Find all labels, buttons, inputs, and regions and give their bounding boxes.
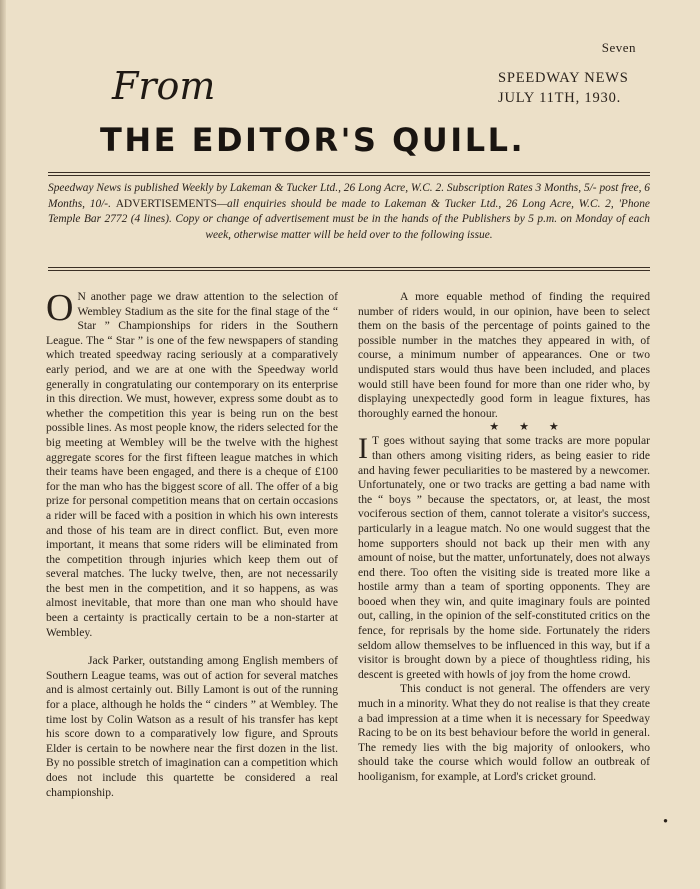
- article-paragraph: A more equable method of finding the required number of riders would, in our opinion, have been to select them on the basis of the percentage of points gained to the possible number in the matches they appeared in with, of course, a minimum number of appearances. One or two undisputed stars would thus have been included, and places would still have been found for more than one rider who, by displaying unexpectedly good form in league fixtures, has thoroughly earned the honour.: [358, 290, 650, 420]
- paragraph-text: N another page we draw attention to the selection of Wembley Stadium as the site for the final stage of the “ Star ” Championships for riders in the Southern League. The “ Star ” is one of the few newspapers of standing which treated speedway racing seriously at a comparatively early period, and we are at one with the Speedway world generally in congratulating our contemporary on its enterprise in this direction. We must, however, express some doubt as to whether the competition this year is being run on the best possible lines. As most people know, the riders selected for the big meeting at Wembley will be the twelve with the highest aggregate scores for the first fifteen league matches in which their teams have been engaged, and there is a cheque of £100 for the man who has the biggest score of all. The offer of a big prize for personal competition means that on certain occasions a rider will be faced with a position in which his own interests and those of his team are in direct conflict. But, even more important, it means that some riders will be eliminated from the competition through injuries which keep them out of several matches. The lucky twelve, then, are not necessarily the best men in the competition, and it so happens, as was almost inevitable, that more than one man who should have been a certainty is practically certain to be a non-starter at Wembley.: [46, 290, 338, 639]
- rule-top-2: [48, 175, 650, 176]
- paragraph-text: T goes without saying that some tracks are more popular than others among visiting riders, as being easier to ride and having fewer peculiarities to be mastered by a newcomer. Unfortunately, one or two tracks are getting a bad name with the “ boys ” because the spectators, or, at least, the most vociferous section of them, cannot tolerate a visitor's success, particularly in a league match. No one would suggest that the home supporters should not back up their men with any amount of noise, but the matter, unfortunately, does not always end there. Too often the visiting side is treated more like a hostile army than a team of sporting opponents. They are booed when they win, and quite imaginary fouls are pointed out, calling, in the opinion of the self-constituted critics on the fence, for reprisals by the home side. Fortunately the riders seldom allow themselves to be influenced in this way, but if a visitor is brought down by a piece of thoughtless riding, his descent is greeted with howls of joy from the home crowd.: [358, 434, 650, 681]
- publication-notice: [48, 181, 650, 243]
- notice-ads-label: ADVERTISEMENTS: [115, 197, 217, 210]
- margin-dot: ●: [663, 816, 668, 825]
- from-heading-script: From: [112, 64, 216, 108]
- article-paragraph: Jack Parker, outstanding among English members of Southern League teams, was out of action for several matches and is almost certainly out. Billy Lamont is out of the running for a place, although he holds the “ cinders ” at Wembley. The time lost by Colin Watson as a result of his transfer has kept his score down to a comparatively low figure, and Sprouts Elder is certain to be nowhere near the first dozen in the list. By no possible stretch of imagination can a competition which does not include this quartette be considered a real championship.: [46, 654, 338, 799]
- article-paragraph: This conduct is not general. The offenders are very much in a minority. What they do not realise is that they create a bad impression at a time when it is necessary for Speedway Racing to be on its best behaviour before the world in general. The remedy lies with the big majority of onlookers, who should take the course which would follow an outbreak of hooliganism, for example, at Lord's cricket ground.: [358, 682, 650, 783]
- left-column: [46, 287, 338, 800]
- page-binding-edge: [0, 0, 6, 889]
- rule-bottom-2: [48, 270, 650, 271]
- drop-cap: I: [358, 432, 368, 466]
- article-paragraph: [46, 287, 338, 640]
- publication-date: JULY 11TH, 1930.: [498, 90, 622, 106]
- drop-cap: O: [46, 287, 74, 329]
- page-number: Seven: [601, 40, 636, 55]
- right-column: [358, 290, 650, 785]
- publication-name: SPEEDWAY NEWS: [498, 70, 629, 86]
- notice-part-1: Speedway News is published Weekly by Lakeman & Tucker Ltd., 26 Long Acre, W.C. 2. Subscription Rates 3 Months, 5/- post free, 6 Months, 10/-.: [48, 182, 650, 210]
- rule-top-1: [48, 172, 650, 173]
- publication-block: [498, 68, 629, 108]
- section-divider-stars: ★★★: [489, 421, 579, 434]
- main-heading: THE EDITOR'S QUILL.: [100, 121, 526, 159]
- rule-bottom-1: [48, 267, 650, 268]
- article-paragraph: [358, 434, 650, 682]
- notice-part-2: —all enquiries should be made to Lakeman & Tucker Ltd., 26 Long Acre, W.C. 2, 'Phone Temple Bar 2772 (4 lines). Copy or change of advertisement must be in the hands of the Publishers by 5 p.m. on Monday of each week, otherwise matter will be held over to the following issue.: [48, 197, 650, 241]
